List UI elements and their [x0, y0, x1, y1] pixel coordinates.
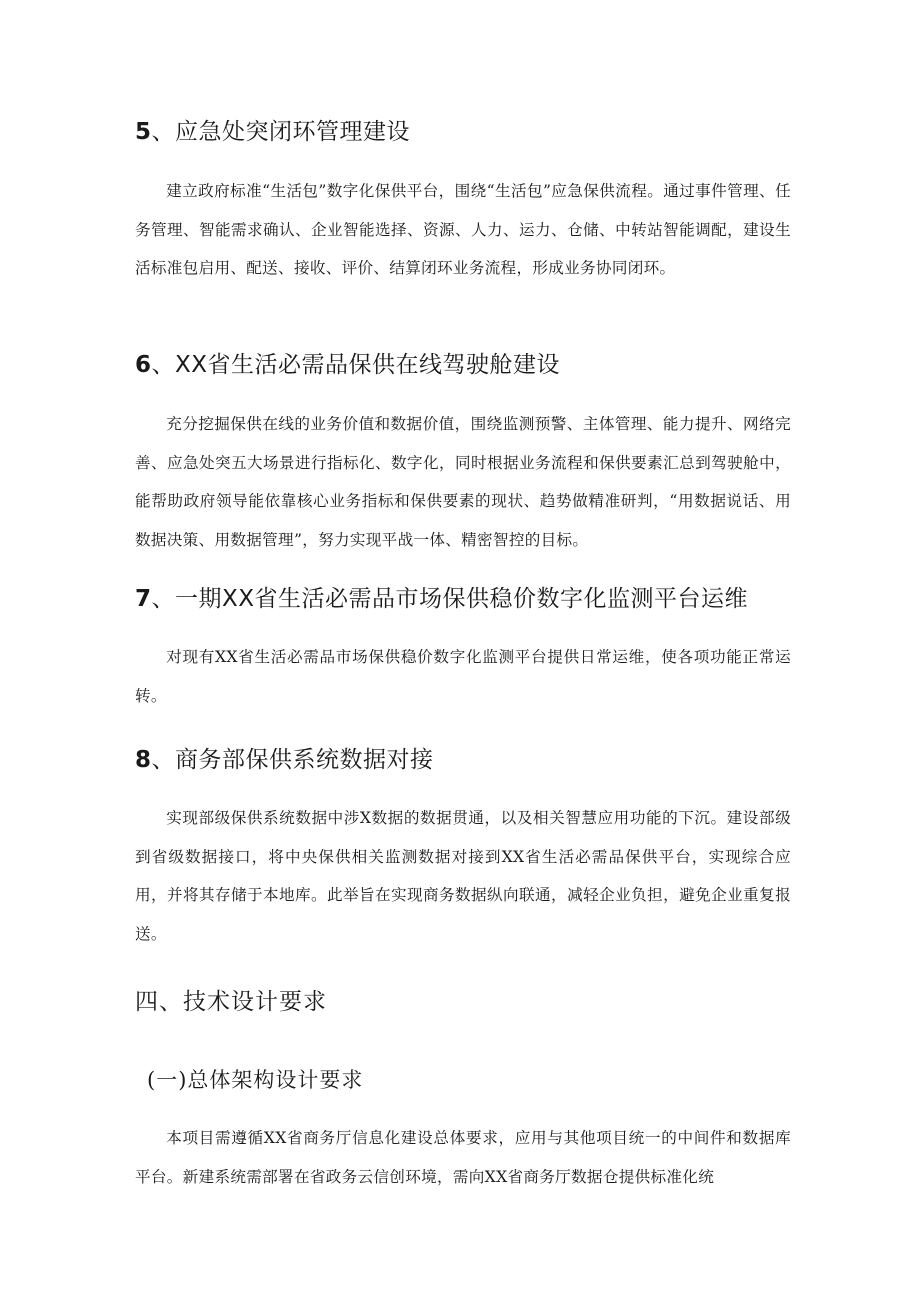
section-8-title: 、商务部保供系统数据对接 [151, 747, 434, 773]
section-6-body: 充分挖掘保供在线的业务价值和数据价值，围绕监测预警、主体管理、能力提升、网络完善、应急处突五大场景进行指标化、数字化，同时根据业务流程和保供要素汇总到驾驶舱中，能帮助政府领导能依靠核心业务指标和保供要素的现状、趋势做精准研判，“用数据说话、用数据决策、用数据管理”，努力实现平战一体、精密智控的目标。 [135, 415, 791, 549]
section-5-title: 、应急处突闭环管理建设 [151, 119, 411, 145]
section-8-body: 实现部级保供系统数据中涉X数据的数据贯通，以及相关智慧应用功能的下沉。建设部级到省级数据接口，将中央保供相关监测数据对接到XX省生活必需品保供平台，实现综合应用，并将其存储于本地库。此举旨在实现商务数据纵向联通，减轻企业负担，避免企业重复报送。 [135, 809, 791, 943]
subsection-title: (一)总体架构设计要求 [147, 1068, 364, 1092]
section-7-number: 7 [135, 586, 152, 612]
section-5-number: 5 [135, 119, 152, 145]
section-8-number: 8 [135, 747, 152, 773]
chapter-title: 四、技术设计要求 [135, 989, 327, 1015]
section-5-body: 建立政府标准“生活包”数字化保供平台，围绕“生活包”应急保供流程。通过事件管理、任务管理、智能需求确认、企业智能选择、资源、人力、运力、仓储、中转站智能调配，建设生活标准包启用、配送、接收、评价、结算闭环业务流程，形成业务协同闭环。 [135, 182, 791, 277]
section-6-title: 、XX省生活必需品保供在线驾驶舱建设 [151, 352, 561, 378]
section-6-number: 6 [135, 352, 152, 378]
section-5-heading [135, 117, 410, 147]
section-7-title: 、一期XX省生活必需品市场保供稳价数字化监测平台运维 [151, 586, 749, 612]
section-6-heading [135, 350, 560, 380]
subsection-body: 本项目需遵循XX省商务厅信息化建设总体要求，应用与其他项目统一的中间件和数据库平台。新建系统需部署在省政务云信创环境，需向XX省商务厅数据仓提供标准化统 [135, 1129, 791, 1186]
section-7-heading [135, 584, 748, 614]
section-7-body: 对现有XX省生活必需品市场保供稳价数字化监测平台提供日常运维，使各项功能正常运转。 [135, 648, 791, 705]
section-8-heading [135, 745, 434, 775]
